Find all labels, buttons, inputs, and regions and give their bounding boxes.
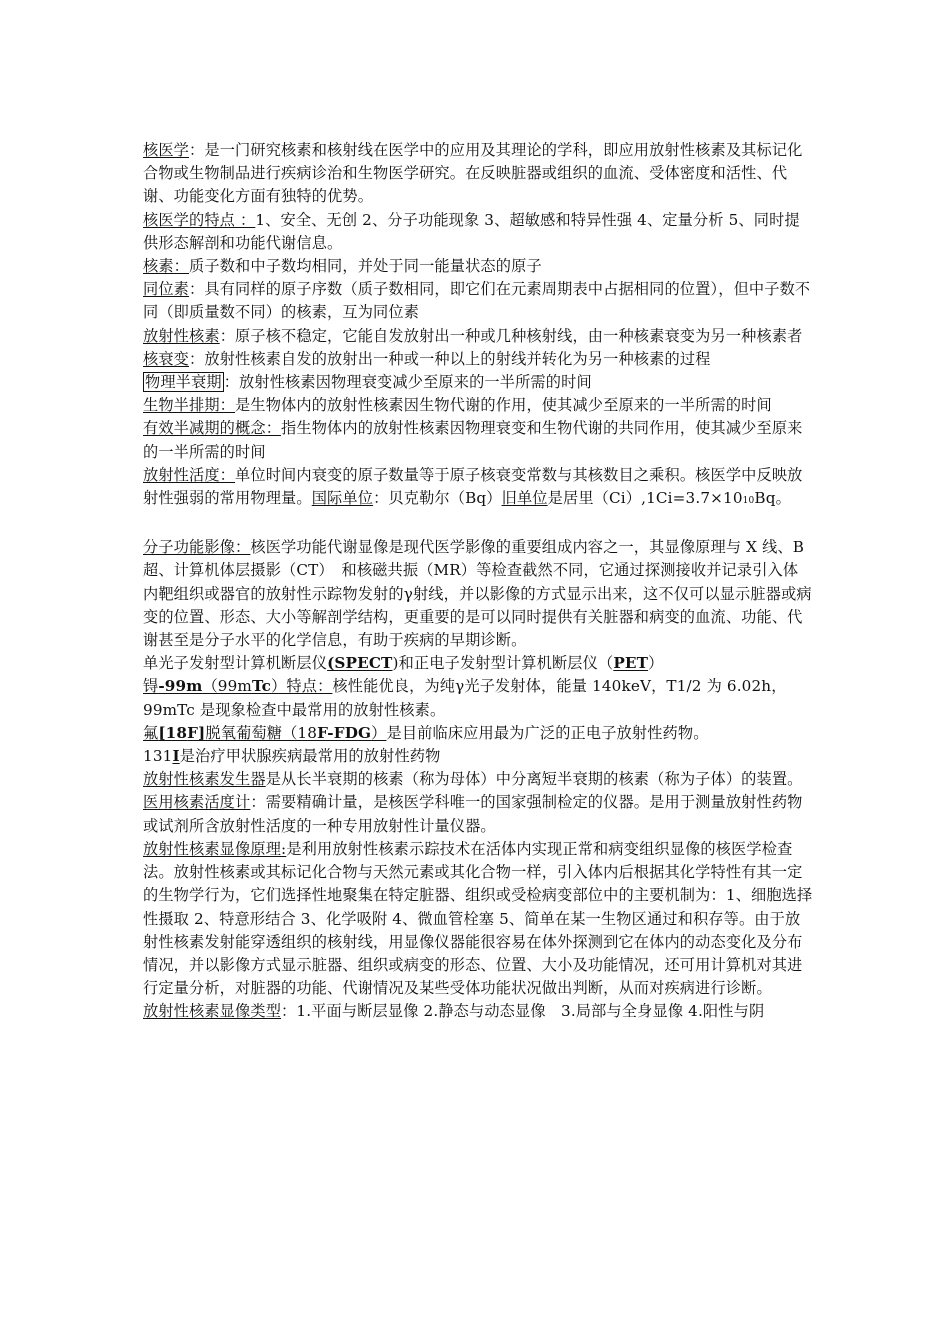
term-si-unit: 国际单位 <box>311 489 374 508</box>
term-bold: F] <box>187 723 206 742</box>
term-bold: Tc <box>251 677 272 696</box>
term: 氟 <box>143 723 159 742</box>
definition: 1、安全、无创 2、分子功能现象 3、超敏感和特异性强 4、定量分析 5、同时提供形态解剖和功能代谢信息。 <box>143 210 800 252</box>
term: 核医学 <box>143 141 190 159</box>
term: （99m <box>202 677 252 696</box>
para-molecular-imaging <box>143 536 813 652</box>
para-isotope <box>143 278 813 324</box>
para-tc99m <box>143 675 813 721</box>
term-bold: F-FDG <box>317 723 372 742</box>
definition: 核性能优良，为纯γ光子发射体，能量 140keV，T1/2 为 6.02h，99mTc 是现象检查中最常用的放射性核素。 <box>143 677 787 719</box>
definition: ：具有同样的原子序数（质子数相同，即它们在元素周期表中占据相同的位置），但中子数不同（即质量数不同）的核素，互为同位素 <box>143 280 811 322</box>
definition: 是从长半衰期的核素（称为母体）中分离短半衰期的核素（称为子体）的装置。 <box>265 770 803 789</box>
para-decay <box>143 348 813 371</box>
definition: 是治疗甲状腺疾病最常用的放射性药物 <box>179 747 441 766</box>
superscript: 10 <box>742 496 755 507</box>
para-nuclear-medicine <box>143 139 813 209</box>
term: 医用核素活度计 <box>143 793 251 812</box>
definition: ：1.平面与断层显像 2.静态与动态显像 3.局部与全身显像 4.阳性与阴 <box>281 1002 765 1021</box>
term-old-unit: 旧单位 <box>501 489 548 508</box>
definition: 指生物体内的放射性核素因物理衰变和生物代谢的共同作用，使其减少至原来的一半所需的时间 <box>143 419 803 461</box>
term: 放射性核素显像原理: <box>143 839 287 858</box>
definition: 是生物体内的放射性核素因生物代谢的作用，使其减少至原来的一半所需的时间 <box>235 396 772 415</box>
text-bold: (SPECT <box>327 654 393 673</box>
para-imaging-principle <box>143 838 813 1000</box>
definition: 是目前临床应用最为广泛的正电子放射性药物。 <box>386 723 709 742</box>
definition: 是利用放射性核素示踪技术在活体内实现正常和病变组织显像的核医学检查法。放射性核素或其标记化合物与天然元素或其化合物一样，引入体内后根据其化学特性有其一定的生物学行为，它们选择性地聚集在特定脏器、组织或受检病变部位中的主要机制为：1、细胞选择性摄取 2、特意形结合 3、化学吸附 4、微血管栓塞 5、简单在某一生物区通过和积存等。由于放射性核素发射能穿透组织的核射线，用显像仪器能很容易在体外探测到它在体内的动态变化及分布情况，并以影像方式显示脏器、组织或病变的形态、位置、大小及功能情况，还可用计算机对其进行定量分析，对脏器的功能、代谢情况及某些受体功能状况做出判断，从而对疾病进行诊断。 <box>143 839 813 998</box>
term: 放射性核素发生器 <box>143 770 266 789</box>
para-fdg <box>143 722 813 745</box>
definition: ：放射性核素因物理衰变减少至原来的一半所需的时间 <box>223 373 592 392</box>
para-generator <box>143 768 813 791</box>
para-activity <box>143 464 813 513</box>
definition: ：原子核不稳定，它能自发放射出一种或几种核射线，由一种核素衰变为另一种核素者 <box>219 326 803 345</box>
para-spect-pet <box>143 652 813 675</box>
para-physical-half-life <box>143 371 813 394</box>
term-boxed: 物理半衰期 <box>145 373 222 392</box>
definition: Bq。 <box>754 489 791 508</box>
para-effective-half-life <box>143 417 813 463</box>
term: ） <box>371 723 387 742</box>
document-page <box>143 139 813 1024</box>
term: ）特点： <box>271 677 333 696</box>
definition: 质子数和中子数均相同，并处于同一能量状态的原子 <box>189 257 542 276</box>
para-imaging-types <box>143 1000 813 1023</box>
term: 有效半减期的概念： <box>143 419 282 438</box>
term: 同位素 <box>143 280 190 299</box>
para-dose-calibrator <box>143 791 813 837</box>
text: ） <box>648 654 664 673</box>
definition: ：需要精确计量，是核医学科唯一的国家强制检定的仪器。是用于测量放射性药物或试剂所含放射性活度的一种专用放射性计量仪器。 <box>143 793 803 835</box>
definition: 是居里（Ci）,1Ci=3.7×10 <box>547 489 743 508</box>
term: 核衰变 <box>143 349 190 368</box>
text: 131 <box>143 747 173 766</box>
para-radionuclide <box>143 325 813 348</box>
text: )和正电子发射型计算机断层仪（ <box>392 654 614 673</box>
definition: 核医学功能代谢显像是现代医学影像的重要组成内容之一，其显像原理与 X 线、B 超、计算机体层摄影（CT） 和核磁共振（MR）等检查截然不同，它通过探测接收并记录引入体内靶组织或器官的放射性示踪物发射的γ射线，并以影像的方式显示出来，这不仅可以显示脏器或病变的位置、形态、大小等解剖学结构，更重要的是可以同时提供有关脏器和病变的血流、功能、代谢甚至是分子水平的化学信息，有助于疾病的早期诊断。 <box>143 538 812 650</box>
definition: ：放射性核素自发的放射出一种或一种以上的射线并转化为另一种核素的过程 <box>189 349 711 368</box>
definition: ：是一门研究核素和核射线在医学中的应用及其理论的学科，即应用放射性核素及其标记化合物或生物制品进行疾病诊治和生物医学研究。在反映脏器或组织的血流、受体密度和活性、代谢、功能变化方面有独特的优势。 <box>143 141 803 206</box>
text-bold: PET <box>613 654 649 673</box>
text: 单光子发射型计算机断层仪 <box>143 654 328 673</box>
definition: ：贝克勒尔（Bq） <box>373 489 502 508</box>
para-biological-half-life <box>143 394 813 417</box>
term: 核素： <box>143 257 190 276</box>
para-i131 <box>143 745 813 768</box>
term: 核医学的特点 ： <box>143 210 256 229</box>
text-bold: I <box>172 747 180 766</box>
term: 放射性活度： <box>143 465 236 484</box>
definition: 单位时间内衰变的原子数量等于原子核衰变常数与其核数目之乘积。核医学中反映放射性强弱的常用物理量。 <box>143 465 803 508</box>
term: 放射性核素显像类型 <box>143 1002 282 1021</box>
term: 放射性核素 <box>143 326 220 345</box>
term: 分子功能影像： <box>143 538 251 557</box>
para-features <box>143 209 813 255</box>
term: 锝 <box>143 677 159 696</box>
blank-line <box>143 513 813 536</box>
term: 脱氧葡萄糖（18 <box>205 723 318 742</box>
term: 生物半排期： <box>143 396 236 415</box>
para-nuclide <box>143 255 813 278</box>
term-bold: -99m <box>158 677 203 696</box>
term-bold: [18 <box>158 723 188 742</box>
